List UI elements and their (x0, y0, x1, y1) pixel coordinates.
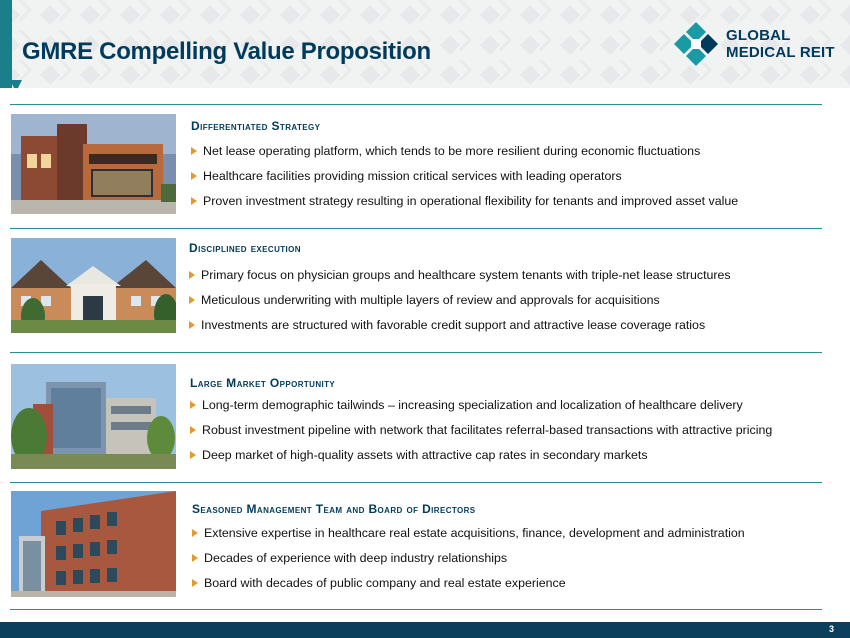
section-divider (10, 228, 822, 229)
list-item: Decades of experience with deep industry relationships (192, 546, 745, 571)
list-item: Deep market of high-quality assets with attractive cap rates in secondary markets (190, 443, 772, 468)
list-item: Robust investment pipeline with network that facilitates referral-based transactions with attractive pricing (190, 418, 772, 443)
company-logo (672, 20, 842, 68)
bullet-list (192, 521, 745, 596)
list-item: Proven investment strategy resulting in operational flexibility for tenants and improved asset value (191, 189, 738, 214)
section-divider (10, 352, 822, 353)
section-divider (10, 482, 822, 483)
section-divider (10, 609, 822, 610)
list-item: Net lease operating platform, which tends to be more resilient during economic fluctuations (191, 139, 738, 164)
list-item: Extensive expertise in healthcare real estate acquisitions, finance, development and administration (192, 521, 745, 546)
bullet-list (191, 139, 738, 214)
list-item: Meticulous underwriting with multiple layers of review and approvals for acquisitions (189, 288, 731, 313)
page-title: GMRE Compelling Value Proposition (22, 38, 431, 65)
section-title: Differentiated Strategy (191, 119, 321, 133)
section-title: Large Market Opportunity (190, 376, 336, 390)
office-building-photo (11, 491, 176, 597)
glass-medical-center-photo (11, 364, 176, 469)
logo-line-1: GLOBAL (726, 27, 791, 44)
logo-wordmark (726, 27, 835, 61)
brick-medical-building-photo (11, 114, 176, 214)
section-divider (10, 104, 822, 105)
accent-bar (0, 0, 12, 88)
list-item: Primary focus on physician groups and healthcare system tenants with triple-net lease structures (189, 263, 731, 288)
section-title: Seasoned Management Team and Board of Directors (192, 502, 476, 516)
cross-logo-icon (672, 20, 720, 68)
slide-footer (0, 622, 850, 638)
list-item: Long-term demographic tailwinds – increasing specialization and localization of healthcare delivery (190, 393, 772, 418)
slide-header (0, 0, 850, 88)
suburban-clinic-photo (11, 238, 176, 333)
bullet-list (189, 263, 731, 338)
list-item: Board with decades of public company and real estate experience (192, 571, 745, 596)
page-number: 3 (828, 624, 834, 634)
list-item: Healthcare facilities providing mission critical services with leading operators (191, 164, 738, 189)
bullet-list (190, 393, 772, 468)
list-item: Investments are structured with favorable credit support and attractive lease coverage ratios (189, 313, 731, 338)
accent-bar-tip (10, 80, 22, 88)
section-title: Disciplined execution (189, 241, 301, 255)
logo-line-2: MEDICAL REIT (726, 44, 835, 61)
